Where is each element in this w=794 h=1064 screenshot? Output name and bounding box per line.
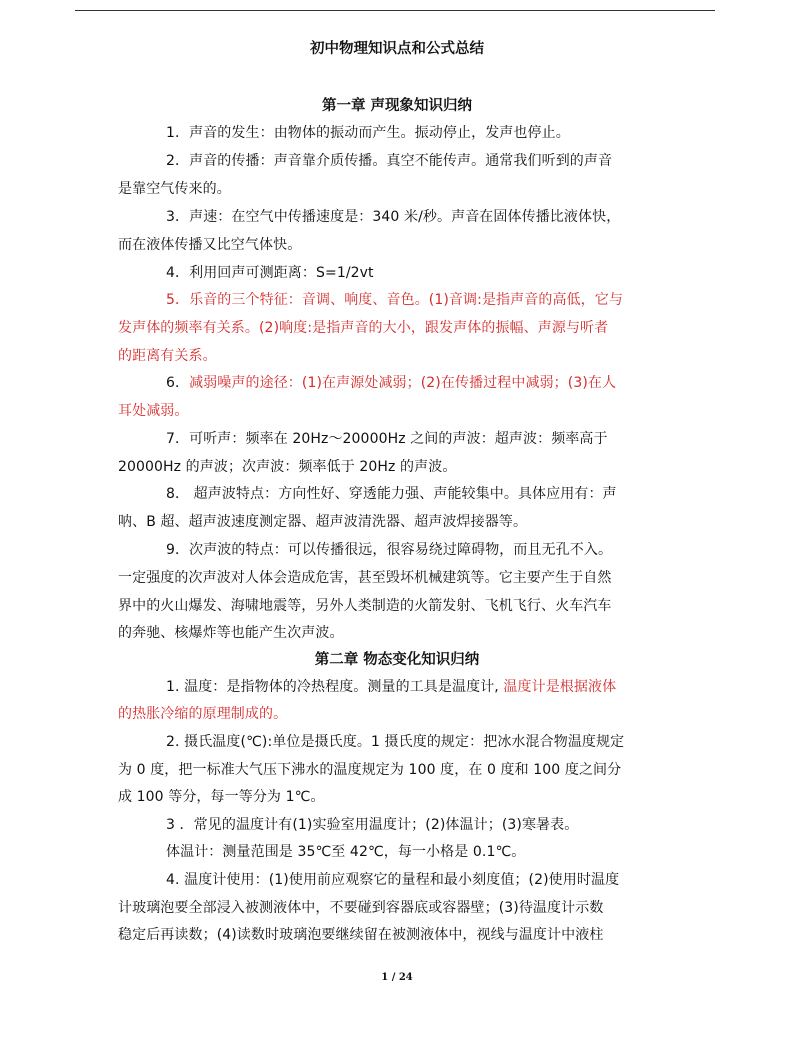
paragraph-line (166, 259, 678, 287)
text-segment: 7．可听声：频率在 20Hz～20000Hz 之间的声波：超声波：频率高于 (166, 431, 608, 447)
text-segment: 呐、B 超、超声波速度测定器、超声波清洗器、超声波焊接器等。 (118, 514, 528, 530)
text-segment: 界中的火山爆发、海啸地震等，另外人类制造的火箭发射、飞机飞行、火车汽车 (118, 598, 612, 614)
paragraph-line (166, 425, 678, 453)
text-segment: 的奔驰、核爆炸等也能产生次声波。 (118, 625, 344, 641)
paragraph-line (118, 397, 678, 425)
paragraph-line (118, 342, 678, 370)
paragraph-line (166, 838, 678, 866)
paragraph-line (166, 673, 678, 701)
text-segment: 20000Hz 的声波；次声波：频率低于 20Hz 的声波。 (118, 459, 457, 475)
paragraph-line (166, 480, 678, 508)
text-segment: 计玻璃泡要全部浸入被测液体中，不要碰到容器底或容器壁；(3)待温度计示数 (118, 900, 604, 916)
text-segment: 一定强度的次声波对人体会造成危害，甚至毁坏机械建筑等。它主要产生于自然 (118, 570, 612, 586)
text-segment: 2．声音的传播：声音靠介质传播。真空不能传声。通常我们听到的声音 (166, 153, 613, 169)
chapter-2-heading: 第二章 物态变化知识归纳 (314, 652, 480, 668)
paragraph-line (166, 203, 678, 231)
paragraph-line (118, 592, 678, 620)
chapter-1-heading: 第一章 声现象知识归纳 (321, 98, 473, 114)
paragraph-line (118, 783, 678, 811)
text-segment: 体温计：测量范围是 35℃至 42℃，每一小格是 0.1℃。 (166, 844, 526, 860)
text-segment: 是靠空气传来的。 (118, 181, 231, 197)
text-segment: 4. 温度计使用：(1)使用前应观察它的量程和最小刻度值；(2)使用时温度 (166, 872, 620, 888)
paragraph-line (166, 866, 678, 894)
text-segment: 6． (166, 375, 190, 391)
document-title: 初中物理知识点和公式总结 (310, 41, 484, 57)
text-segment: 3 ．常见的温度计有(1)实验室用温度计；(2)体温计；(3)寒暑表。 (166, 817, 579, 833)
text-segment: 成 100 等分，每一等分为 1℃。 (118, 789, 325, 805)
paragraph-line (166, 536, 678, 564)
text-segment: 3．声速：在空气中传播速度是：340 米/秒。声音在固体传播比液体快， (166, 209, 621, 225)
paragraph-line (118, 453, 678, 481)
paragraph-line (118, 921, 678, 949)
paragraph-line (118, 508, 678, 536)
paragraph-line (118, 756, 678, 784)
paragraph-line (166, 286, 678, 314)
text-segment: 减弱噪声的途径：(1)在声源处减弱；(2)在传播过程中减弱；(3)在人 (189, 375, 617, 391)
paragraph-line (118, 231, 678, 259)
text-segment: 2. 摄氏温度(℃):单位是摄氏度。1 摄氏度的规定：把冰水混合物温度规定 (166, 734, 625, 750)
paragraph-line (166, 728, 678, 756)
text-segment: 发声体的频率有关系。(2)响度:是指声音的大小，跟发声体的振幅、声源与听者 (118, 320, 609, 336)
text-segment: 9．次声波的特点：可以传播很远，很容易绕过障碍物，而且无孔不入。 (166, 542, 613, 558)
text-segment: 1. 温度：是指物体的冷热程度。测量的工具是温度计, (166, 679, 504, 695)
text-segment: 为 0 度，把一标准大气压下沸水的温度规定为 100 度，在 0 度和 100 度之间分 (118, 762, 622, 778)
text-segment: 的热胀冷缩的原理制成的。 (118, 706, 288, 722)
paragraph-line (166, 119, 678, 147)
paragraph-line (118, 700, 678, 728)
paragraph-line (166, 369, 678, 397)
text-segment: 耳处减弱。 (118, 403, 189, 419)
paragraph-line (166, 147, 678, 175)
text-segment: 的距离有关系。 (118, 348, 217, 364)
page-number: 1 / 24 (381, 972, 413, 983)
text-segment: 4．利用回声可测距离：S=1/2vt (166, 265, 374, 281)
text-segment: 5．乐音的三个特征：音调、响度、音色。(1)音调:是指声音的高低，它与 (166, 292, 623, 308)
paragraph-line (118, 894, 678, 922)
text-segment: 稳定后再读数；(4)读数时玻璃泡要继续留在被测液体中，视线与温度计中液柱 (118, 927, 604, 943)
header-rule (75, 10, 715, 11)
text-segment: 1．声音的发生：由物体的振动而产生。振动停止，发声也停止。 (166, 125, 570, 141)
text-segment: 温度计是根据液体 (503, 679, 617, 695)
text-segment: 而在液体传播又比空气体快。 (118, 237, 302, 253)
paragraph-line (118, 619, 678, 647)
paragraph-line (166, 811, 678, 839)
paragraph-line (118, 175, 678, 203)
paragraph-line (118, 314, 678, 342)
text-segment: 8． 超声波特点：方向性好、穿透能力强、声能较集中。具体应用有：声 (166, 486, 617, 502)
paragraph-line (118, 564, 678, 592)
